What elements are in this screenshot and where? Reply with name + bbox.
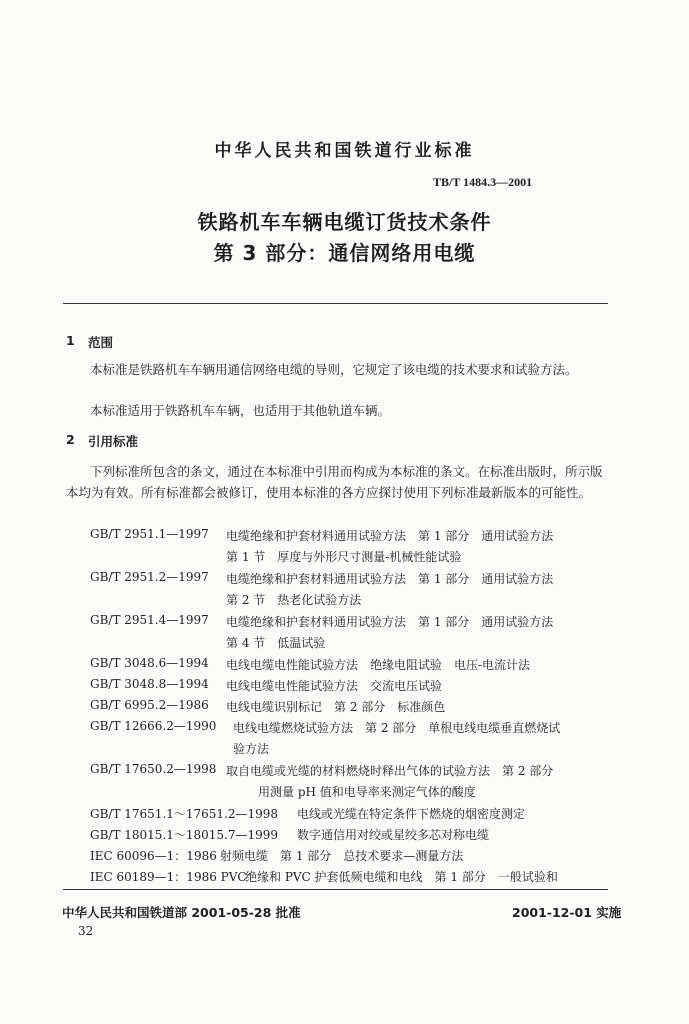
ref-title: 电线电缆识别标记 第 2 部分 标准颜色 [226, 700, 446, 714]
ref-title-cont: 第 1 节 厚度与外形尺寸测量-机械性能试验 [226, 550, 462, 564]
standard-code: TB/T 1484.3—2001 [433, 175, 533, 189]
section-2-number: 2 [66, 432, 75, 447]
section-2-title: 引用标准 [88, 434, 139, 449]
ref-title: 数字通信用对绞或星绞多芯对称电缆 [297, 828, 490, 842]
ref-title: 电缆绝缘和护套材料通用试验方法 第 1 部分 通用试验方法 [226, 615, 554, 629]
ref-title: 电缆绝缘和护套材料通用试验方法 第 1 部分 通用试验方法 [226, 572, 554, 586]
ref-code: GB/T 3048.6—1994 [90, 656, 209, 670]
ref-code: GB/T 12666.2—1990 [90, 719, 217, 733]
ref-code: GB/T 18015.1～18015.7—1999 [90, 828, 279, 842]
standard-category-header: 中华人民共和国铁道行业标准 [214, 141, 475, 161]
ref-title-cont: 第 4 节 低温试验 [226, 636, 326, 650]
document-subtitle: 第 3 部分：通信网络用电缆 [213, 241, 476, 265]
ref-title-cont: 第 2 节 热老化试验方法 [226, 593, 362, 607]
page-number: 32 [78, 924, 94, 938]
section-1-number: 1 [66, 333, 75, 348]
ref-code: IEC 60096—1：1986 [90, 849, 217, 863]
ref-code: IEC 60189—1：1986 PVC [90, 870, 247, 884]
ref-code: GB/T 3048.8—1994 [90, 677, 209, 691]
ref-title: 电线电缆电性能试验方法 绝缘电阻试验 电压-电流计法 [226, 658, 531, 672]
ref-title-cont: 验方法 [233, 742, 270, 756]
ref-code: GB/T 2951.2—1997 [90, 570, 209, 584]
title-divider [63, 303, 608, 304]
ref-title: 电线电缆电性能试验方法 交流电压试验 [226, 679, 443, 693]
ref-code: GB/T 2951.1—1997 [90, 527, 209, 541]
ref-title: 电线或光缆在特定条件下燃烧的烟密度测定 [297, 807, 526, 821]
ref-title: 射频电缆 第 1 部分 总技术要求—测量方法 [220, 849, 464, 863]
section-2-intro: 下列标准所包含的条文，通过在本标准中引用而构成为本标准的条文。在标准出版时，所示版本均为有效。所有标准都会被修订，使用本标准的各方应探讨使用下列标准最新版本的可能性。 [66, 464, 603, 500]
ref-code: GB/T 2951.4—1997 [90, 613, 209, 627]
document-title: 铁路机车车辆电缆订货技术条件 [197, 210, 492, 234]
ref-code: GB/T 17650.2—1998 [90, 762, 217, 776]
footer-divider [63, 889, 608, 890]
ref-title: 电线电缆燃烧试验方法 第 2 部分 单根电线电缆垂直燃烧试 [233, 721, 561, 735]
ref-code: GB/T 6995.2—1986 [90, 698, 209, 712]
section-1-para-2: 本标准适用于铁路机车车辆，也适用于其他轨道车辆。 [90, 403, 391, 418]
effective-date: 2001-12-01 实施 [512, 905, 622, 920]
section-1-title: 范围 [88, 335, 114, 350]
ref-code: GB/T 17651.1～17651.2—1998 [90, 807, 279, 821]
ref-title-cont: 用测量 pH 值和电导率来测定气体的酸度 [258, 785, 476, 799]
approval-line: 中华人民共和国铁道部 2001-05-28 批准 [62, 905, 301, 920]
ref-title: 绝缘和 PVC 护套低频电缆和电线 第 1 部分 一般试验和 [245, 870, 558, 884]
section-1-para-1: 本标准是铁路机车车辆用通信网络电缆的导则，它规定了该电缆的技术要求和试验方法。 [90, 362, 578, 377]
ref-title: 取自电缆或光缆的材料燃烧时释出气体的试验方法 第 2 部分 [226, 764, 554, 778]
ref-title: 电缆绝缘和护套材料通用试验方法 第 1 部分 通用试验方法 [226, 529, 554, 543]
